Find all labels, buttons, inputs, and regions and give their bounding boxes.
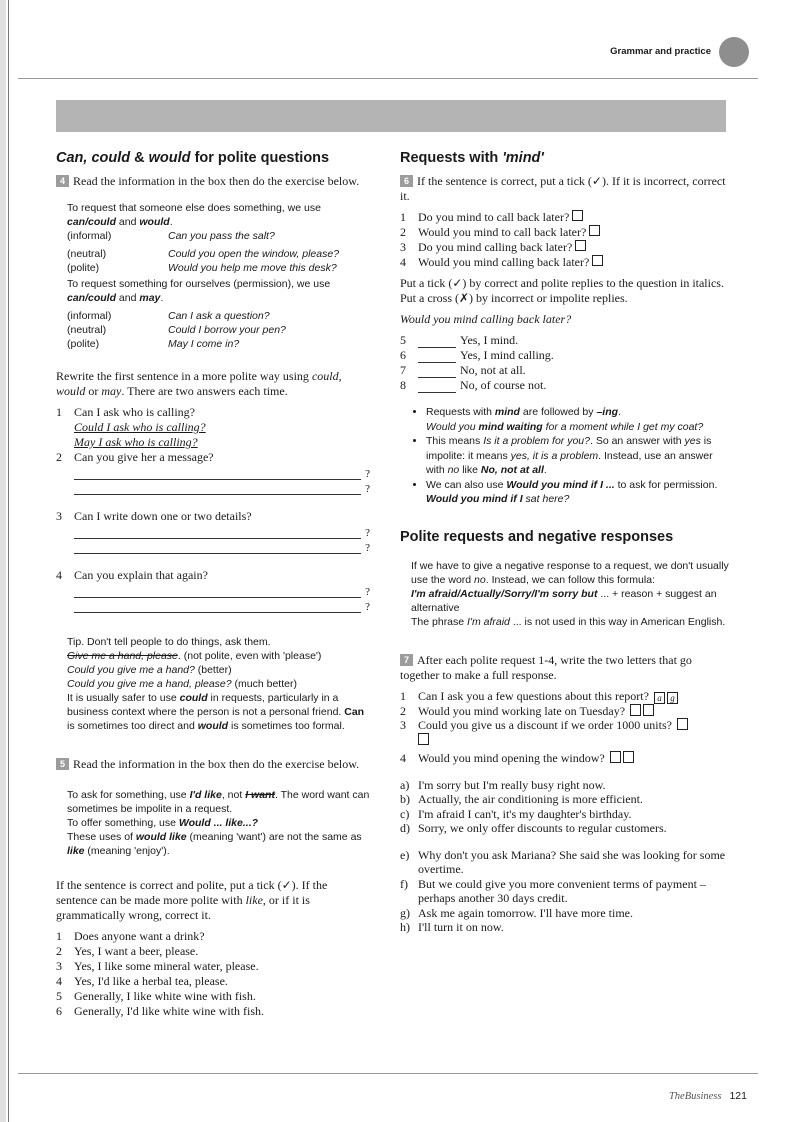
exercise-number-5: 5 xyxy=(56,758,69,770)
list-item: 4 Would you mind calling back later? xyxy=(400,255,730,270)
exercise-4-items xyxy=(56,405,370,420)
answer-blank[interactable] xyxy=(418,378,456,393)
letter-box[interactable]: g xyxy=(667,692,678,704)
list-item: 4 Can you explain that again? xyxy=(56,568,208,582)
letter-box[interactable] xyxy=(418,733,429,745)
box-row: (polite) May I come in? xyxy=(67,338,240,350)
list-item: 3 Can I write down one or two details? xyxy=(56,509,252,523)
box-row: (informal) Can you pass the salt? xyxy=(67,230,275,242)
list-item: • Requests with mind are followed by –ing. Would you mind waiting for a moment while I get my coat? xyxy=(426,405,730,434)
list-item: h) I'll turn it on now. xyxy=(400,920,504,934)
exercise-4-item-2 xyxy=(56,450,370,465)
list-item: e) Why don't you ask Mariana? She said she was looking for some overtime. xyxy=(400,847,726,876)
tick-checkbox[interactable] xyxy=(575,240,586,251)
list-item: 4 Yes, I'd like a herbal tea, please. xyxy=(56,974,228,988)
heading-requests-with-mind: Requests with 'mind' xyxy=(400,150,544,166)
list-item: 6 Generally, I'd like white wine with fish. xyxy=(56,1004,265,1018)
page-gutter-shade xyxy=(0,0,6,1122)
exercise-5-instruction: 5 Read the information in the box then do the exercise below. xyxy=(56,757,370,772)
list-item: 5 Generally, I like white wine with fish. xyxy=(56,989,256,1003)
list-item: 2 Yes, I want a beer, please. xyxy=(56,944,199,958)
exercise-5-instruction-2: If the sentence is correct and polite, put a tick (✓). If the sentence can be made more polite with like, or if it is grammatically wrong, correct it. xyxy=(56,878,328,922)
list-item: 2 Would you mind working late on Tuesday? xyxy=(400,704,730,719)
page-number: 121 xyxy=(729,1090,747,1102)
responses-a-d xyxy=(400,778,730,836)
answer-line[interactable]: ? xyxy=(74,539,370,554)
info-box-4: To request that someone else does something, we use can/could and would. (informal) Can you pass the salt? (neutral) Could you open the window, please? (polite) Would you help me move this desk? To request something for ourselves (permission), we use can/could and may. (informal) Can I ask a question? (neutral) Could I borrow your pen? (polite) May I come in? xyxy=(67,201,370,351)
answer-blank[interactable] xyxy=(418,348,456,363)
list-item: • This means Is it a problem for you?. So an answer with yes is impolite: it means yes, it is a problem. Instead, use an answer with no like No, not at all. xyxy=(426,434,730,478)
section-circle-icon xyxy=(719,37,749,67)
list-item: d) Sorry, we only offer discounts to regular customers. xyxy=(400,821,667,835)
rewrite-instruction: Rewrite the first sentence in a more polite way using could, would or may. There are two answers each time. xyxy=(56,369,342,398)
page-footer xyxy=(669,1090,747,1102)
box-row: (neutral) Could I borrow your pen? xyxy=(67,324,286,336)
responses-e-h xyxy=(400,848,730,935)
left-column xyxy=(56,150,370,1019)
exercise-4-item-3 xyxy=(56,509,370,524)
tick-checkbox[interactable] xyxy=(572,210,583,221)
list-item: 3 Do you mind calling back later? xyxy=(400,240,730,255)
answer-blank[interactable] xyxy=(418,363,456,378)
list-item: 1 Does anyone want a drink? xyxy=(56,929,205,943)
tip-box: Tip. Don't tell people to do things, ask them. Give me a hand, please. (not polite, even with 'please') Could you give me a hand? (better) Could you give me a hand, please? (much better) It is usually safer to use could in requests, particularly in a business context where the person is not a personal friend. Can is sometimes too direct and would is sometimes too formal. xyxy=(67,636,365,732)
list-item: c) I'm afraid I can't, it's my daughter's birthday. xyxy=(400,806,632,821)
letter-box[interactable] xyxy=(630,704,641,716)
tick-checkbox[interactable] xyxy=(592,255,603,266)
list-item: 6 Yes, I mind calling. xyxy=(400,348,554,362)
answer-line[interactable]: ? xyxy=(74,465,370,480)
exercise-6-items xyxy=(400,210,730,270)
grey-banner xyxy=(56,100,726,132)
mind-rules-list xyxy=(400,405,730,507)
list-item: a) I'm sorry but I'm really busy right now. xyxy=(400,777,606,792)
right-column xyxy=(400,150,730,935)
exercise-6-replies xyxy=(400,333,730,393)
page-edge-line xyxy=(8,0,9,1122)
info-box-negative-responses: If we have to give a negative response to a request, we don't usually use the word no. Instead, we can follow this formula: I'm afraid/Actually/Sorry/I'm sorry but ... + reason + suggest an alternative The phrase I'm afraid ... is not used in this way in American English. xyxy=(411,559,729,628)
letter-box[interactable] xyxy=(623,751,634,763)
tick-checkbox[interactable] xyxy=(589,225,600,236)
list-item: 2 Would you mind to call back later? xyxy=(400,225,730,240)
letter-box[interactable] xyxy=(610,751,621,763)
list-item: 5 Yes, I mind. xyxy=(400,333,519,347)
letter-box[interactable] xyxy=(677,718,688,730)
answer-line[interactable]: ? xyxy=(74,583,370,598)
list-item: 1 Can I ask you a few questions about this report? a g xyxy=(400,689,730,704)
exercise-7-items xyxy=(400,689,730,766)
box-row: (informal) Can I ask a question? xyxy=(67,310,270,322)
answer-line[interactable]: Could I ask who is calling? xyxy=(74,420,206,434)
heading-can-could-would: Can, could & would for polite questions xyxy=(56,150,330,166)
list-item: 1 Can I ask who is calling? xyxy=(56,405,195,419)
list-item: f) But we could give you more convenient terms of payment – perhaps another 30 days credit. xyxy=(400,876,706,905)
list-item: b) Actually, the air conditioning is more efficient. xyxy=(400,792,643,806)
list-item: g) Ask me again tomorrow. I'll have more time. xyxy=(400,905,633,920)
exercise-number-7: 7 xyxy=(400,654,413,666)
exercise-6-instruction: 6 If the sentence is correct, put a tick (✓). If it is incorrect, correct it. xyxy=(400,174,726,203)
exercise-6-instruction-2: Put a tick (✓) by correct and polite replies to the question in italics. Put a cross (✗) by incorrect or impolite replies. xyxy=(400,276,724,305)
list-item: 3 Yes, I like some mineral water, please. xyxy=(56,959,259,973)
letter-box[interactable] xyxy=(643,704,654,716)
list-item: 3 Could you give us a discount if we order 1000 units? xyxy=(400,718,730,747)
exercise-4-item-4 xyxy=(56,568,370,583)
exercise-6-question: Would you mind calling back later? xyxy=(400,312,572,326)
exercise-number-4: 4 xyxy=(56,175,69,187)
exercise-7-instruction: 7 After each polite request 1-4, write the two letters that go together to make a full response. xyxy=(400,652,692,682)
box-row: (polite) Would you help me move this desk? xyxy=(67,262,337,274)
footer-rule xyxy=(18,1073,758,1074)
answer-line[interactable]: ? xyxy=(74,598,370,613)
answer-line[interactable]: ? xyxy=(74,524,370,539)
box-row: (neutral) Could you open the window, please? xyxy=(67,248,340,260)
book-brand: TheBusiness xyxy=(668,1091,722,1102)
heading-polite-requests: Polite requests and negative responses xyxy=(400,528,674,545)
list-item: 1 Do you mind to call back later? xyxy=(400,210,730,225)
answer-line[interactable]: ? xyxy=(74,480,370,495)
list-item: 2 Can you give her a message? xyxy=(56,450,214,464)
exercise-4-instruction: 4 Read the information in the box then do the exercise below. xyxy=(56,174,370,189)
list-item: • We can also use Would you mind if I ... to ask for permission. Would you mind if I sat here? xyxy=(426,478,730,507)
answer-line[interactable]: May I ask who is calling? xyxy=(74,435,198,449)
list-item: 8 No, of course not. xyxy=(400,378,547,392)
answer-blank[interactable] xyxy=(418,333,456,348)
letter-box[interactable]: a xyxy=(654,692,665,704)
section-title: Grammar and practice xyxy=(610,46,711,57)
header-rule xyxy=(18,78,758,79)
info-box-5: To ask for something, use I'd like, not I want. The word want can sometimes be impolite in a request. To offer something, use Would ... like...? These uses of would like (meaning 'want') are not the same as like (meaning 'enjoy'). xyxy=(67,789,370,857)
exercise-5-items xyxy=(56,929,370,1019)
exercise-number-6: 6 xyxy=(400,175,413,187)
list-item: 4 Would you mind opening the window? xyxy=(400,751,730,766)
list-item: 7 No, not at all. xyxy=(400,363,526,377)
